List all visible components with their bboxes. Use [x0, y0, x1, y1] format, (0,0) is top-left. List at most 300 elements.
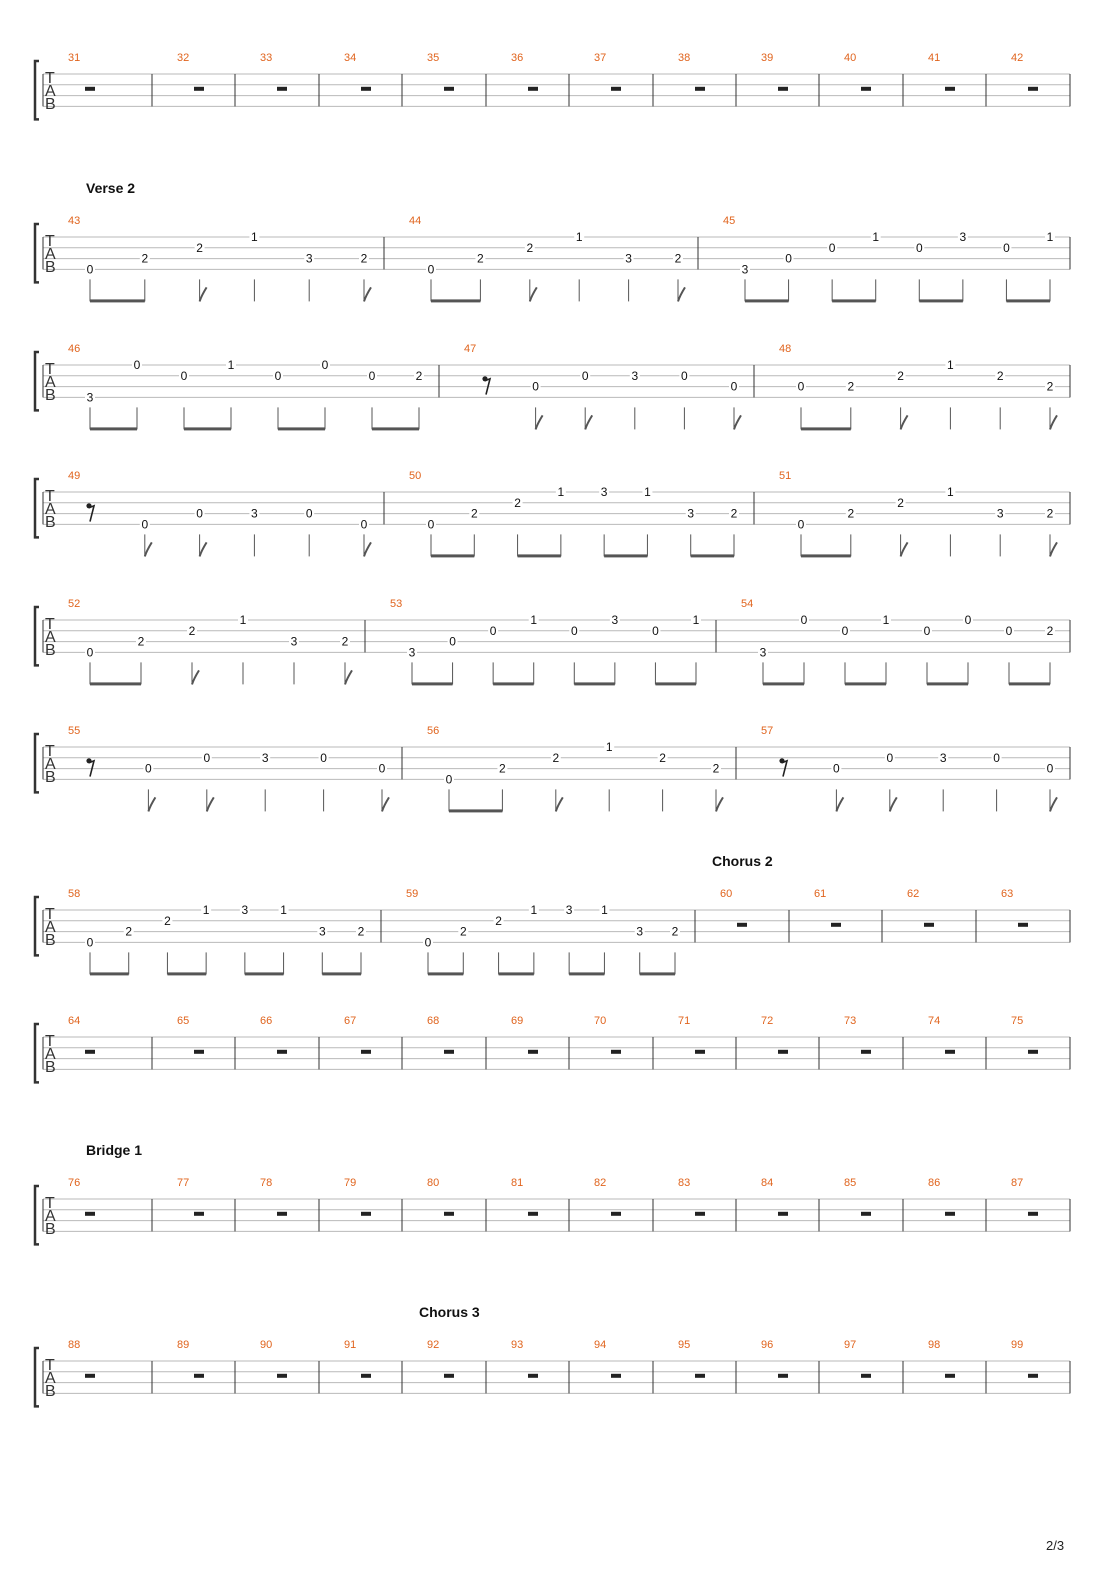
beam: [640, 972, 675, 975]
fret-number: 3: [261, 750, 269, 765]
whole-rest: [528, 1374, 538, 1378]
measure: [511, 1015, 569, 1069]
measure: [844, 1015, 903, 1069]
whole-rest: [1018, 923, 1028, 927]
tab-clef-letter: T: [45, 361, 55, 378]
measure: [1011, 52, 1070, 106]
whole-rest: [861, 87, 871, 91]
measure-number: 39: [761, 52, 774, 64]
whole-rest: [361, 1374, 371, 1378]
whole-rest: [361, 1050, 371, 1054]
measure-number: 52: [68, 598, 81, 610]
fret-number: 0: [923, 623, 931, 638]
fret-number: 1: [557, 485, 565, 499]
measure: [344, 1339, 402, 1393]
measure: [678, 1177, 736, 1231]
measure: [1001, 888, 1070, 942]
fret-number: 1: [1046, 230, 1054, 244]
note-flag: [901, 415, 908, 429]
measure: [844, 1177, 903, 1231]
tab-system: [35, 470, 1070, 557]
whole-rest: [695, 87, 705, 91]
measure: [594, 1177, 653, 1231]
measure-number: 85: [844, 1177, 857, 1189]
fret-number: 3: [290, 634, 298, 649]
measure-number: 45: [723, 215, 736, 227]
fret-number: 3: [600, 485, 608, 499]
fret-number: 0: [489, 623, 497, 638]
section-label: Chorus 2: [712, 853, 773, 869]
measure-number: 49: [68, 470, 81, 482]
fret-number: 3: [741, 262, 749, 277]
beam: [845, 682, 886, 685]
measure: [720, 888, 789, 942]
system-bracket: [35, 897, 39, 955]
whole-rest: [611, 1212, 621, 1216]
system-bracket: [35, 734, 39, 792]
tab-clef-letter: A: [45, 756, 56, 773]
note-flag: [207, 797, 214, 811]
beam: [604, 554, 647, 557]
tab-clef-letter: T: [45, 1357, 55, 1374]
measure: [814, 888, 882, 942]
tab-clef-letter: T: [45, 616, 55, 633]
measure-number: 61: [814, 888, 827, 900]
fret-number: 3: [759, 645, 767, 660]
note-flag: [836, 797, 843, 811]
system-bracket: [35, 479, 39, 537]
tab-clef-letter: T: [45, 906, 55, 923]
whole-rest: [194, 1212, 204, 1216]
measure-number: 59: [406, 888, 419, 900]
tab-system: [35, 343, 1070, 430]
measure: [761, 1177, 819, 1231]
fret-number: 0: [1046, 761, 1054, 776]
tab-clef-letter: A: [45, 1208, 56, 1225]
tab-system: [35, 1142, 1070, 1244]
measure-number: 54: [741, 598, 754, 610]
beam: [431, 299, 480, 302]
beam: [763, 682, 804, 685]
fret-number: 2: [137, 634, 145, 649]
fret-number: 2: [141, 251, 149, 266]
beam: [574, 682, 615, 685]
measure: [43, 52, 152, 106]
whole-rest: [85, 87, 95, 91]
beam: [449, 809, 502, 812]
measure-number: 94: [594, 1339, 607, 1351]
beam: [90, 682, 141, 685]
fret-number: 2: [659, 750, 666, 765]
tab-system: [35, 1304, 1070, 1406]
fret-number: 0: [145, 761, 152, 776]
measure-number: 42: [1011, 52, 1024, 64]
tab-clef-letter: A: [45, 83, 56, 100]
measure-number: 89: [177, 1339, 190, 1351]
fret-number: 0: [427, 262, 435, 277]
fret-number: 3: [636, 924, 644, 939]
measure: [511, 1177, 569, 1231]
tab-clef-letter: B: [45, 259, 56, 276]
note-flag: [716, 797, 723, 811]
fret-number: 0: [305, 506, 313, 521]
fret-number: 2: [552, 750, 560, 765]
whole-rest: [778, 1212, 788, 1216]
whole-rest: [194, 1050, 204, 1054]
measure: [594, 1339, 653, 1393]
measure-number: 64: [68, 1015, 81, 1027]
tab-clef-letter: T: [45, 1195, 55, 1212]
measure: [844, 1339, 903, 1393]
tab-clef-letter: B: [45, 96, 56, 113]
whole-rest: [194, 87, 204, 91]
beam: [832, 299, 876, 302]
beam: [919, 299, 963, 302]
fret-number: 0: [581, 368, 589, 383]
whole-rest: [778, 1374, 788, 1378]
measure-number: 38: [678, 52, 691, 64]
beam: [655, 682, 696, 685]
system-bracket: [35, 61, 39, 119]
whole-rest: [945, 1050, 955, 1054]
measure: [177, 52, 235, 106]
note-flag: [530, 287, 537, 301]
tab-clef-letter: B: [45, 642, 56, 659]
note-flag: [145, 542, 152, 556]
whole-rest: [85, 1212, 95, 1216]
fret-number: 1: [692, 613, 700, 627]
beam: [569, 972, 604, 975]
tab-clef-letter: T: [45, 488, 55, 505]
fret-number: 1: [605, 740, 613, 754]
fret-number: 0: [320, 750, 327, 765]
note-flag: [200, 287, 207, 301]
measure-number: 67: [344, 1015, 357, 1027]
beam: [745, 299, 789, 302]
measure: [344, 1015, 402, 1069]
fret-number: 0: [833, 761, 840, 776]
measure-number: 69: [511, 1015, 524, 1027]
fret-number: 2: [477, 251, 484, 266]
tab-clef-letter: A: [45, 1046, 56, 1063]
system-bracket: [35, 352, 39, 410]
fret-number: 0: [797, 517, 805, 532]
fret-number: 0: [180, 368, 188, 383]
fret-number: 1: [239, 613, 247, 627]
measure: [907, 888, 976, 942]
measure: [1011, 1015, 1070, 1069]
fret-number: 1: [280, 903, 287, 917]
whole-rest: [528, 1050, 538, 1054]
tab-clef-letter: B: [45, 1221, 56, 1238]
fret-number: 3: [687, 506, 695, 521]
measure-number: 58: [68, 888, 81, 900]
measure-number: 70: [594, 1015, 607, 1027]
measure: [260, 1015, 319, 1069]
note-flag: [382, 797, 389, 811]
tab-system: [35, 52, 1070, 119]
beam: [499, 972, 534, 975]
whole-rest: [528, 87, 538, 91]
fret-number: 3: [611, 613, 619, 627]
measure-number: 68: [427, 1015, 440, 1027]
fret-number: 1: [947, 358, 954, 372]
measure: [427, 52, 486, 106]
fret-number: 1: [202, 903, 210, 917]
beam: [1009, 682, 1050, 685]
whole-rest: [778, 1050, 788, 1054]
fret-number: 0: [274, 368, 282, 383]
measure: [177, 1177, 235, 1231]
beam: [801, 554, 851, 557]
measure-number: 50: [409, 470, 422, 482]
measure-number: 88: [68, 1339, 81, 1351]
measure-number: 91: [344, 1339, 357, 1351]
fret-number: 0: [203, 750, 211, 765]
fret-number: 0: [424, 935, 432, 950]
measure-number: 86: [928, 1177, 941, 1189]
measure: [594, 52, 653, 106]
note-flag: [345, 670, 352, 684]
fret-number: 2: [847, 379, 855, 394]
tab-clef-letter: A: [45, 1370, 56, 1387]
measure-number: 93: [511, 1339, 524, 1351]
system-bracket: [35, 607, 39, 665]
fret-number: 2: [415, 368, 423, 383]
beam: [493, 682, 534, 685]
beam: [518, 554, 561, 557]
note-flag: [200, 542, 207, 556]
fret-number: 0: [828, 240, 836, 255]
fret-number: 2: [360, 251, 368, 266]
fret-number: 0: [800, 613, 808, 627]
fret-number: 2: [1046, 506, 1054, 521]
fret-number: 0: [133, 358, 141, 372]
fret-number: 0: [681, 368, 688, 383]
eighth-rest: [482, 376, 490, 394]
whole-rest: [85, 1050, 95, 1054]
whole-rest: [945, 1212, 955, 1216]
measure: [678, 1339, 736, 1393]
whole-rest: [361, 1212, 371, 1216]
fret-number: 3: [939, 750, 947, 765]
fret-number: 0: [449, 634, 456, 649]
beam: [167, 972, 206, 975]
whole-rest: [444, 1050, 454, 1054]
fret-number: 0: [1003, 240, 1010, 255]
fret-number: 3: [241, 903, 249, 917]
note-flag: [192, 670, 199, 684]
fret-number: 2: [1046, 379, 1054, 394]
measure-number: 55: [68, 725, 81, 737]
tab-clef-letter: T: [45, 70, 55, 87]
measure: [1011, 1177, 1070, 1231]
measure: [928, 1177, 986, 1231]
measure: [511, 1339, 569, 1393]
measure-number: 57: [761, 725, 774, 737]
fret-number: 3: [305, 251, 313, 266]
fret-number: 1: [251, 230, 258, 244]
whole-rest: [611, 1374, 621, 1378]
fret-number: 2: [1046, 623, 1054, 638]
whole-rest: [1028, 1050, 1038, 1054]
beam: [90, 427, 137, 430]
note-flag: [556, 797, 563, 811]
beam: [412, 682, 453, 685]
measure-number: 41: [928, 52, 941, 64]
system-bracket: [35, 1348, 39, 1406]
measure: [844, 52, 903, 106]
fret-number: 2: [730, 506, 738, 521]
fret-number: 2: [125, 924, 133, 939]
measure-number: 43: [68, 215, 81, 227]
measure: [928, 1015, 986, 1069]
measure-number: 99: [1011, 1339, 1024, 1351]
fret-number: 0: [368, 368, 376, 383]
measure-number: 87: [1011, 1177, 1024, 1189]
whole-rest: [444, 1374, 454, 1378]
whole-rest: [778, 87, 788, 91]
note-flag: [1050, 797, 1057, 811]
whole-rest: [444, 1212, 454, 1216]
measure: [260, 1177, 319, 1231]
note-flag: [536, 415, 543, 429]
note-flag: [364, 542, 371, 556]
fret-number: 3: [625, 251, 632, 266]
fret-number: 0: [964, 613, 972, 627]
measure: [1011, 1339, 1070, 1393]
fret-number: 3: [996, 506, 1004, 521]
fret-number: 0: [993, 750, 1000, 765]
measure: [511, 52, 569, 106]
fret-number: 2: [341, 634, 349, 649]
fret-number: 0: [445, 772, 453, 787]
measure-number: 32: [177, 52, 190, 64]
fret-number: 0: [196, 506, 203, 521]
measure: [43, 1177, 152, 1231]
fret-number: 2: [164, 913, 171, 928]
measure: [177, 1015, 235, 1069]
fret-number: 0: [141, 517, 149, 532]
measure-number: 75: [1011, 1015, 1024, 1027]
whole-rest: [1028, 1374, 1038, 1378]
eighth-rest: [779, 758, 787, 776]
measure: [177, 1339, 235, 1393]
tab-clef-letter: T: [45, 233, 55, 250]
fret-number: 0: [730, 379, 738, 394]
measure-number: 73: [844, 1015, 857, 1027]
fret-number: 0: [86, 645, 94, 660]
whole-rest: [861, 1050, 871, 1054]
fret-number: 3: [318, 924, 326, 939]
fret-number: 1: [872, 230, 880, 244]
fret-number: 2: [514, 495, 521, 510]
measure-number: 46: [68, 343, 81, 355]
measure: [678, 1015, 736, 1069]
tab-clef-letter: T: [45, 1033, 55, 1050]
measure: [761, 1339, 819, 1393]
measure: [344, 52, 402, 106]
fret-number: 0: [1005, 623, 1013, 638]
fret-number: 0: [915, 240, 923, 255]
measure-number: 35: [427, 52, 440, 64]
section-label: Chorus 3: [419, 1304, 480, 1320]
whole-rest: [695, 1374, 705, 1378]
measure-number: 90: [260, 1339, 273, 1351]
fret-number: 0: [652, 623, 659, 638]
whole-rest: [194, 1374, 204, 1378]
measure-number: 53: [390, 598, 403, 610]
beam: [322, 972, 361, 975]
measure-number: 33: [260, 52, 273, 64]
fret-number: 2: [188, 623, 196, 638]
measure-number: 82: [594, 1177, 607, 1189]
measure: [928, 1339, 986, 1393]
beam: [1006, 299, 1050, 302]
tab-clef-letter: A: [45, 629, 56, 646]
whole-rest: [861, 1212, 871, 1216]
beam: [90, 972, 129, 975]
measure-number: 47: [464, 343, 477, 355]
measure-number: 78: [260, 1177, 273, 1189]
fret-number: 2: [196, 240, 203, 255]
whole-rest: [737, 923, 747, 927]
measure: [427, 1015, 486, 1069]
fret-number: 1: [644, 485, 651, 499]
measure-number: 71: [678, 1015, 691, 1027]
note-flag: [364, 287, 371, 301]
measure-number: 36: [511, 52, 524, 64]
measure: [761, 1015, 819, 1069]
tab-system: [35, 853, 1070, 975]
fret-number: 0: [886, 750, 894, 765]
measure-number: 48: [779, 343, 792, 355]
whole-rest: [277, 1374, 287, 1378]
tab-clef-letter: A: [45, 246, 56, 263]
fret-number: 0: [427, 517, 435, 532]
fret-number: 2: [470, 506, 478, 521]
fret-number: 3: [631, 368, 639, 383]
measure: [260, 52, 319, 106]
measure: [427, 1177, 486, 1231]
measure-number: 80: [427, 1177, 440, 1189]
whole-rest: [277, 87, 287, 91]
measure-number: 31: [68, 52, 81, 64]
tab-clef-letter: A: [45, 501, 56, 518]
section-label: Verse 2: [86, 180, 136, 196]
measure-number: 92: [427, 1339, 440, 1351]
fret-number: 1: [227, 358, 235, 372]
measure: [761, 52, 819, 106]
fret-number: 2: [897, 495, 904, 510]
system-bracket: [35, 1024, 39, 1082]
fret-number: 2: [357, 924, 365, 939]
whole-rest: [861, 1374, 871, 1378]
measure-number: 83: [678, 1177, 691, 1189]
measure-number: 77: [177, 1177, 190, 1189]
fret-number: 1: [530, 903, 538, 917]
whole-rest: [361, 87, 371, 91]
fret-number: 2: [847, 506, 855, 521]
measure-number: 81: [511, 1177, 524, 1189]
whole-rest: [695, 1050, 705, 1054]
fret-number: 1: [882, 613, 890, 627]
measure: [344, 1177, 402, 1231]
fret-number: 2: [526, 240, 534, 255]
fret-number: 3: [408, 645, 416, 660]
beam: [184, 427, 231, 430]
measure-number: 97: [844, 1339, 857, 1351]
